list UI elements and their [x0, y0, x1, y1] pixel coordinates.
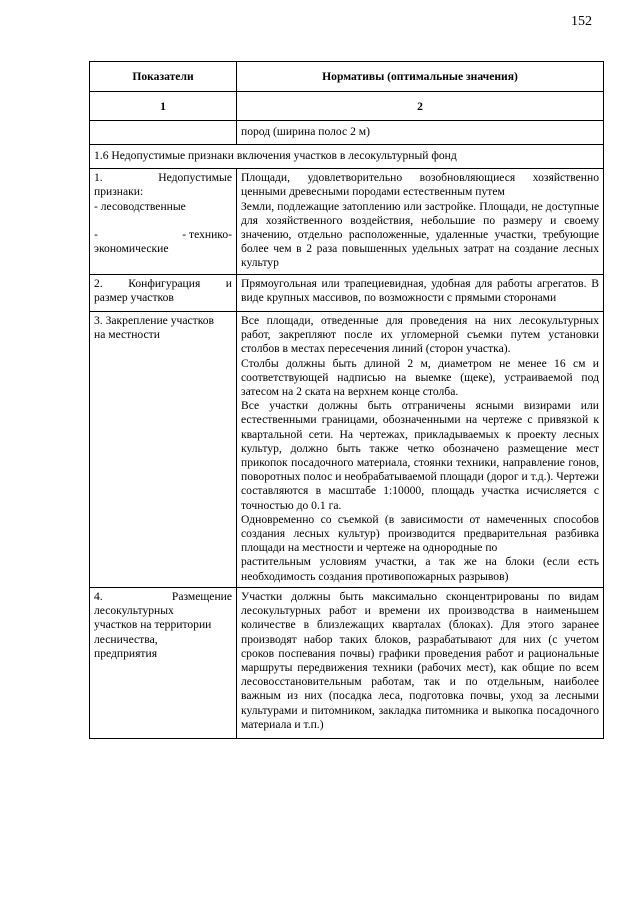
table-row: [90, 121, 604, 145]
column-number-row: [90, 92, 604, 121]
indicator-line: размер участков: [94, 290, 174, 304]
indicator-line: [94, 228, 232, 242]
table-row: [90, 169, 604, 274]
indicator-line: участков на территории: [94, 618, 212, 632]
page-number: 152: [571, 14, 592, 29]
norm-cell: [237, 169, 604, 274]
indicator-line: 2. Конфигурация и: [94, 276, 232, 290]
indicator-line: признаки:: [94, 185, 144, 199]
indicator-cell: [90, 312, 237, 588]
indicator-cell: [90, 587, 237, 738]
norm-paragraph: Столбы должны быть длиной 2 м, диаметром не менее 16 см и соответствующей надписью на выемке (щеке), устраиваемой под затесом на 2 ската на верхнем конце столба.: [241, 356, 599, 399]
indicator-line: [94, 214, 232, 228]
norm-paragraph: Площади, удовлетворительно возобновляющиеся хозяйственно ценными древесными породами естественным путем: [241, 171, 599, 199]
column-number-2: 2: [237, 92, 604, 121]
norm-cell: [237, 274, 604, 311]
norm-paragraph: Все площади, отведенные для проведения на них лесокультурных работ, закрепляют после их угломерной съемки путем установки столбов в местах пересечения линий (сторон участка).: [241, 314, 599, 356]
table-row: [90, 274, 604, 311]
indicator-line-text: - технико-: [182, 227, 232, 241]
header-norms: Нормативы (оптимальные значения): [237, 62, 604, 92]
indicator-line: на местности: [94, 328, 160, 342]
section-title: 1.6 Недопустимые признаки включения участков в лесокультурный фонд: [90, 145, 604, 169]
indicator-line: предприятия: [94, 646, 158, 660]
norm-paragraph: Земли, подлежащие затоплению или застройке. Площади, не доступные для хозяйственного воздействия, небольшие по размеру и своему значению, отдельно расположенные, удаленные участки, требующие более чем в 2 раза повышенных удельных затрат на создание лесных культур: [241, 199, 599, 270]
table-row: [90, 587, 604, 738]
indicator-line: 1. Недопустимые: [94, 171, 232, 185]
norms-table: [89, 61, 604, 739]
column-number-1: 1: [90, 92, 237, 121]
table-header-row: [90, 62, 604, 92]
carry-over-text: пород (ширина полос 2 м): [237, 121, 604, 145]
indicator-line: лесничества,: [94, 632, 158, 646]
indicator-line: лесокультурных: [94, 604, 174, 618]
indicator-cell: [90, 169, 237, 274]
indicator-line: экономические: [94, 242, 169, 256]
header-indicators: Показатели: [90, 62, 237, 92]
norm-cell: [237, 312, 604, 588]
dash-mark: -: [94, 227, 98, 241]
norm-paragraph: Прямоугольная или трапециевидная, удобная для работы агрегатов. В виде крупных массивов, по возможности с прямыми сторонами: [241, 276, 599, 304]
norm-paragraph: Все участки должны быть отграничены ясными визирами или естественными границами, обозначенными на чертеже с привязкой к квартальной сети. На чертежах, прикладываемых к проекту лесных культур, должно быть также четко обозначено размещение мест прикопок посадочного материала, стоянки техники, направление гонов, поворотных полос и необрабатываемой площади (дорог и т.д.). Чертежи составляются в масштабе 1:10000, площадь участка исчисляется с точностью до 0.1 га.: [241, 399, 599, 512]
indicator-cell: [90, 274, 237, 311]
indicator-line: 3. Закрепление участков: [94, 314, 215, 328]
section-row: [90, 145, 604, 169]
norm-paragraph: Участки должны быть максимально сконцентрированы по видам лесокультурных работ и времени их производства в наименьшем количестве в близлежащих кварталах (блоках). Для этого заранее производят набор таких блоков, разрабатывают для них (с учетом сроков поспевания почвы) графики проведения работ и рациональные маршруты передвижения техники (рабочих мест), как общие по всем лесовосстановительным работам, так и по отдельным, наиболее важным из них (посадка леса, подготовка почвы, уход за лесными культурами и питомником, закладка питомника и выкопка посадочного материала и т.п.): [241, 589, 599, 731]
table-row: [90, 312, 604, 588]
norm-paragraph: Одновременно со съемкой (в зависимости от намеченных способов создания лесных культур) производится предварительная разбивка площади на местности и чертеже на однородные по: [241, 512, 599, 555]
indicator-line: 4. Размещение: [94, 589, 232, 603]
norm-cell: [237, 587, 604, 738]
empty-cell: [90, 121, 237, 145]
norm-paragraph: растительным условиям участки, а так же на блоки (если есть необходимость создания противопожарных разрывов): [241, 555, 599, 583]
indicator-line: - лесоводственные: [94, 199, 186, 213]
